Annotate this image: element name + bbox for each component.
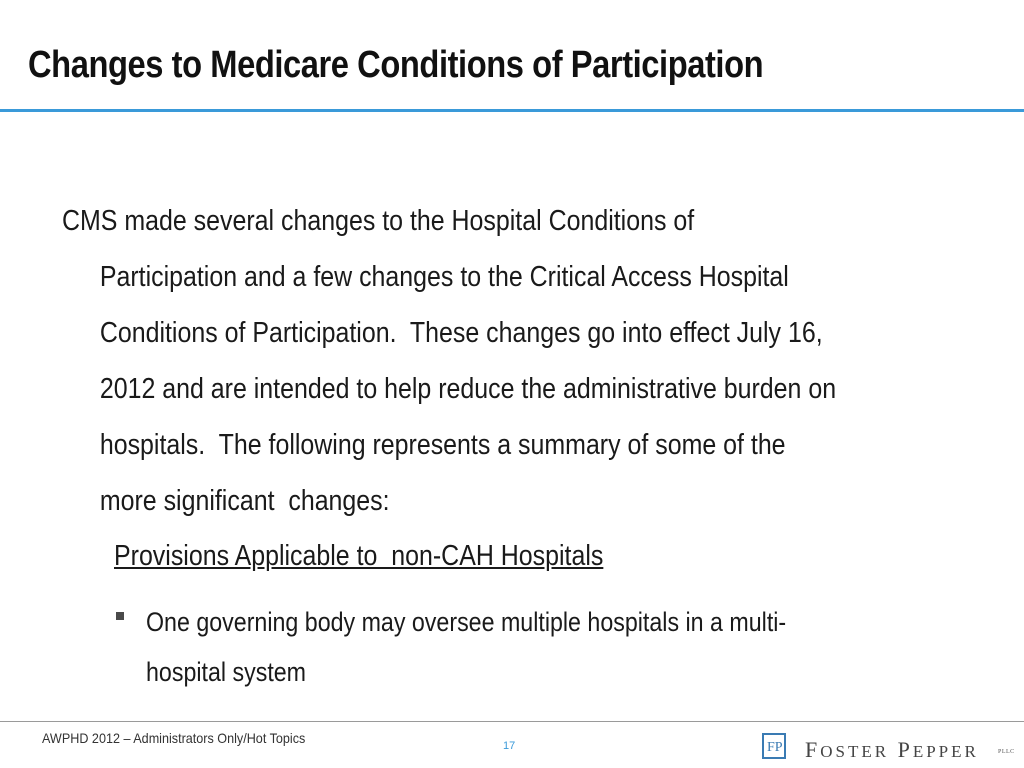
logo-word2-initial: P [897, 737, 913, 762]
bullet-line: hospital system [146, 657, 307, 687]
footer-divider [0, 721, 1024, 722]
logo-word1-initial: F [805, 737, 821, 762]
footer-event-label: AWPHD 2012 – Administrators Only/Hot Topics [42, 730, 306, 746]
monogram-letters: FP [767, 740, 783, 755]
bullet-line: One governing body may oversee multiple hospitals in a multi- [146, 607, 787, 637]
body-paragraph [62, 193, 939, 529]
section-subheading: Provisions Applicable to non-CAH Hospitals [114, 540, 604, 572]
firm-monogram-icon [764, 735, 784, 757]
firm-logo-wordmark [805, 737, 979, 763]
firm-logo-icon [762, 733, 786, 759]
body-line: CMS made several changes to the Hospital Conditions of [62, 205, 695, 237]
logo-word1-rest: OSTER [820, 742, 890, 761]
body-line: Conditions of Participation. These changes go into effect July 16, [99, 317, 823, 349]
body-line: more significant changes: [99, 485, 390, 517]
slide-title: Changes to Medicare Conditions of Participation [28, 44, 764, 86]
bullet-item [146, 597, 920, 697]
page-number: 17 [503, 740, 516, 752]
logo-word2-rest: EPPER [912, 742, 979, 761]
logo-suffix: PLLC [998, 749, 1015, 755]
body-line: hospitals. The following represents a summary of some of the [99, 429, 786, 461]
title-divider [0, 109, 1024, 112]
body-line: 2012 and are intended to help reduce the administrative burden on [99, 373, 837, 405]
square-bullet-icon [116, 612, 124, 620]
body-line: Participation and a few changes to the Critical Access Hospital [99, 261, 789, 293]
